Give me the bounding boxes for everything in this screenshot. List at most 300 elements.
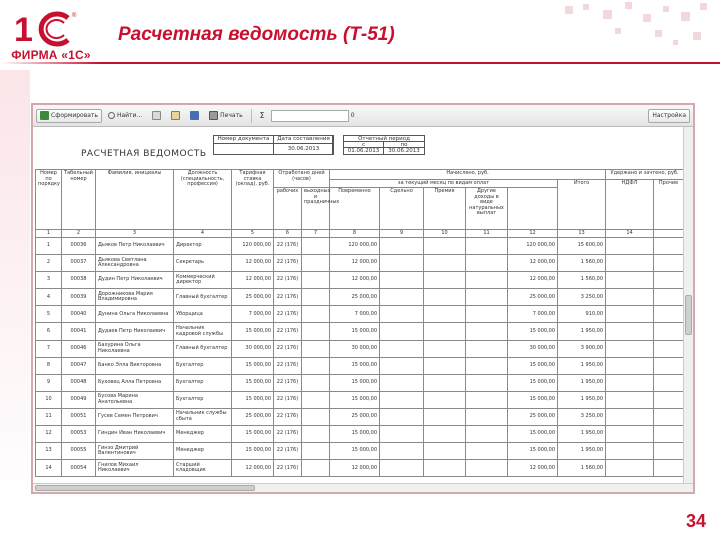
row-ndfl: 1 950,00 — [558, 374, 606, 391]
row-number: 8 — [36, 357, 62, 374]
row-number: 4 — [36, 289, 62, 306]
period-from-label: с — [343, 141, 384, 148]
row-holidays — [302, 289, 330, 306]
row-extra — [654, 238, 684, 255]
row-bonus — [424, 255, 466, 272]
title-underline — [100, 62, 720, 64]
column-number: 3 — [96, 230, 174, 238]
row-other-income — [466, 323, 508, 340]
doc-number-block — [213, 135, 333, 155]
row-piecework — [380, 408, 424, 425]
row-rate: 12 000,00 — [232, 272, 274, 289]
row-workdays: 22 (176) — [274, 460, 302, 477]
row-bonus — [424, 306, 466, 323]
row-name: Банко Элла Викторовна — [96, 357, 174, 374]
row-position: Начальник службы сбыта — [174, 408, 232, 425]
table-row — [36, 323, 684, 340]
row-total: 15 000,00 — [508, 443, 558, 460]
row-number: 10 — [36, 391, 62, 408]
row-piecework — [380, 306, 424, 323]
row-other-income — [466, 374, 508, 391]
row-time-based: 25 000,00 — [330, 289, 380, 306]
settings-button-label: Настройка — [652, 112, 686, 119]
row-piecework — [380, 289, 424, 306]
row-name: Буховец Алла Петровна — [96, 374, 174, 391]
row-time-based: 25 000,00 — [330, 408, 380, 425]
row-name: Бахурина Ольга Николаевна — [96, 340, 174, 357]
row-total: 12 000,00 — [508, 255, 558, 272]
row-number: 11 — [36, 408, 62, 425]
row-rate: 120 000,00 — [232, 238, 274, 255]
row-position: Главный бухгалтер — [174, 289, 232, 306]
row-tab-number: 00055 — [62, 443, 96, 460]
row-other — [606, 272, 654, 289]
row-bonus — [424, 426, 466, 443]
row-holidays — [302, 391, 330, 408]
row-workdays: 22 (176) — [274, 374, 302, 391]
row-holidays — [302, 238, 330, 255]
row-tab-number: 00037 — [62, 255, 96, 272]
corner-decoration — [545, 0, 720, 60]
save-button[interactable] — [186, 109, 203, 123]
row-extra — [654, 272, 684, 289]
row-other — [606, 460, 654, 477]
row-other — [606, 238, 654, 255]
row-extra — [654, 323, 684, 340]
row-name: Дорожникова Мария Владимировна — [96, 289, 174, 306]
row-total: 15 000,00 — [508, 323, 558, 340]
row-rate: 25 000,00 — [232, 408, 274, 425]
play-icon — [40, 111, 49, 120]
table-row — [36, 272, 684, 289]
row-time-based: 15 000,00 — [330, 323, 380, 340]
row-extra — [654, 443, 684, 460]
row-number: 14 — [36, 460, 62, 477]
period-from-value: 01.06.2013 — [343, 147, 384, 155]
row-workdays: 22 (176) — [274, 340, 302, 357]
row-extra — [654, 289, 684, 306]
row-total: 120 000,00 — [508, 238, 558, 255]
table-row — [36, 443, 684, 460]
col-header-other-income: Другие доходы в виде натуральных выплат — [466, 188, 508, 230]
row-other — [606, 408, 654, 425]
row-ndfl: 1 560,00 — [558, 460, 606, 477]
row-rate: 12 000,00 — [232, 460, 274, 477]
row-position: Секретарь — [174, 255, 232, 272]
row-rate: 7 000,00 — [232, 306, 274, 323]
column-number: 1 — [36, 230, 62, 238]
row-other-income — [466, 460, 508, 477]
row-ndfl: 1 950,00 — [558, 323, 606, 340]
col-header-withheld: Удержано и зачтено, руб. — [606, 170, 684, 180]
row-total: 15 000,00 — [508, 357, 558, 374]
row-name: Гнилов Михаил Николаевич — [96, 460, 174, 477]
svg-text:®: ® — [72, 13, 77, 19]
clipboard-icon — [171, 111, 180, 120]
row-ndfl: 15 600,00 — [558, 238, 606, 255]
row-name: Гусев Семен Петрович — [96, 408, 174, 425]
row-tab-number: 00039 — [62, 289, 96, 306]
row-rate: 12 000,00 — [232, 255, 274, 272]
logo-caption: ФИРМА «1С» — [11, 48, 91, 62]
row-other-income — [466, 426, 508, 443]
table-row — [36, 426, 684, 443]
table-body — [36, 238, 684, 477]
row-ndfl: 3 900,00 — [558, 340, 606, 357]
row-time-based: 15 000,00 — [330, 426, 380, 443]
row-number: 7 — [36, 340, 62, 357]
row-time-based: 12 000,00 — [330, 255, 380, 272]
row-name: Дьяков Петр Николаевич — [96, 238, 174, 255]
title-underline-fade — [0, 62, 100, 64]
row-other-income — [466, 272, 508, 289]
doc-date-value: 30.06.2013 — [273, 143, 334, 155]
row-other-income — [466, 238, 508, 255]
col-header-position: Должность (специальность, профессия) — [174, 170, 232, 230]
col-header-tab-number: Табельный номер — [62, 170, 96, 230]
row-number: 1 — [36, 238, 62, 255]
row-holidays — [302, 340, 330, 357]
row-ndfl: 1 950,00 — [558, 391, 606, 408]
row-workdays: 22 (176) — [274, 391, 302, 408]
row-tab-number: 00040 — [62, 306, 96, 323]
sigma-icon: Σ — [259, 111, 265, 120]
column-number-row — [36, 230, 684, 238]
row-extra — [654, 426, 684, 443]
row-total: 25 000,00 — [508, 289, 558, 306]
row-time-based: 15 000,00 — [330, 374, 380, 391]
column-number: 14 — [606, 230, 654, 238]
sum-button[interactable] — [256, 109, 269, 123]
row-time-based: 30 000,00 — [330, 340, 380, 357]
row-extra — [654, 306, 684, 323]
row-ndfl: 910,00 — [558, 306, 606, 323]
row-workdays: 22 (176) — [274, 272, 302, 289]
payroll-table — [35, 169, 684, 477]
floppy-icon — [190, 111, 199, 120]
toolbar-separator — [251, 109, 252, 123]
row-other — [606, 391, 654, 408]
copy-icon — [152, 111, 161, 120]
period-to-value: 30.06.2013 — [383, 147, 425, 155]
row-holidays — [302, 357, 330, 374]
col-header-name: Фамилия, инициалы — [96, 170, 174, 230]
print-button[interactable] — [205, 109, 246, 123]
column-number: 4 — [174, 230, 232, 238]
generate-button-label: Сформировать — [51, 112, 98, 119]
row-name: Дунина Ольга Николаевна — [96, 306, 174, 323]
row-other — [606, 340, 654, 357]
row-name: Дьякова Светлана Александровна — [96, 255, 174, 272]
col-header-ndfl: НДФЛ — [606, 180, 654, 230]
vertical-scroll-thumb[interactable] — [685, 295, 692, 335]
row-ndfl: 3 250,00 — [558, 289, 606, 306]
col-header-other: Прочие — [654, 180, 684, 230]
row-rate: 15 000,00 — [232, 323, 274, 340]
col-header-total: Итого — [558, 180, 606, 230]
row-time-based: 15 000,00 — [330, 443, 380, 460]
period-block — [343, 135, 425, 155]
spreadsheet — [35, 129, 683, 487]
slide-title: Расчетная ведомость (Т-51) — [118, 24, 395, 45]
row-tab-number: 00038 — [62, 272, 96, 289]
row-other-income — [466, 357, 508, 374]
row-number: 5 — [36, 306, 62, 323]
row-total: 30 000,00 — [508, 340, 558, 357]
table-row — [36, 306, 684, 323]
column-number: 7 — [302, 230, 330, 238]
row-name: Дудин Петр Николаевич — [96, 272, 174, 289]
row-name: Дудаев Петр Николаевич — [96, 323, 174, 340]
paste-button[interactable] — [167, 109, 184, 123]
print-button-label: Печать — [220, 112, 243, 119]
row-piecework — [380, 391, 424, 408]
row-other — [606, 443, 654, 460]
table-row — [36, 391, 684, 408]
row-extra — [654, 340, 684, 357]
vertical-scrollbar[interactable] — [683, 127, 693, 485]
row-piecework — [380, 272, 424, 289]
row-holidays — [302, 426, 330, 443]
row-workdays: 22 (176) — [274, 238, 302, 255]
row-other-income — [466, 255, 508, 272]
row-total: 15 000,00 — [508, 374, 558, 391]
row-other — [606, 426, 654, 443]
row-other-income — [466, 340, 508, 357]
row-piecework — [380, 426, 424, 443]
row-extra — [654, 357, 684, 374]
row-number: 13 — [36, 443, 62, 460]
row-name: Бусова Марина Анатольевна — [96, 391, 174, 408]
search-icon — [108, 112, 115, 119]
table-row — [36, 460, 684, 477]
row-rate: 15 000,00 — [232, 391, 274, 408]
row-tab-number: 00051 — [62, 408, 96, 425]
row-holidays — [302, 443, 330, 460]
row-workdays: 22 (176) — [274, 323, 302, 340]
row-bonus — [424, 374, 466, 391]
settings-button[interactable] — [648, 109, 690, 123]
row-position: Бухгалтер — [174, 391, 232, 408]
report-screenshot — [31, 103, 695, 494]
row-piecework — [380, 374, 424, 391]
row-piecework — [380, 340, 424, 357]
col-header-worked: Отработано дней (часов) — [274, 170, 330, 188]
sum-counter: 0 — [350, 112, 355, 119]
row-piecework — [380, 255, 424, 272]
row-ndfl: 1 560,00 — [558, 272, 606, 289]
row-workdays: 22 (176) — [274, 426, 302, 443]
row-piecework — [380, 323, 424, 340]
row-tab-number: 00049 — [62, 391, 96, 408]
row-total: 7 000,00 — [508, 306, 558, 323]
row-piecework — [380, 357, 424, 374]
table-row — [36, 340, 684, 357]
column-number: 6 — [274, 230, 302, 238]
row-time-based: 12 000,00 — [330, 460, 380, 477]
row-name: Гиндин Иван Николаевич — [96, 426, 174, 443]
column-number: 9 — [380, 230, 424, 238]
row-position: Бухгалтер — [174, 357, 232, 374]
side-decoration — [0, 70, 30, 510]
document-title: РАСЧЕТНАЯ ВЕДОМОСТЬ — [81, 149, 207, 159]
row-time-based: 7 000,00 — [330, 306, 380, 323]
row-piecework — [380, 443, 424, 460]
row-ndfl: 1 950,00 — [558, 357, 606, 374]
col-header-holidays: выходных и праздничных — [302, 188, 330, 230]
row-position: Старший кладовщик — [174, 460, 232, 477]
row-extra — [654, 374, 684, 391]
row-workdays: 22 (176) — [274, 255, 302, 272]
row-other — [606, 323, 654, 340]
col-header-number: Номер по порядку — [36, 170, 62, 230]
row-number: 3 — [36, 272, 62, 289]
row-bonus — [424, 357, 466, 374]
row-other-income — [466, 408, 508, 425]
table-row — [36, 408, 684, 425]
col-header-rate: Тарифная ставка (оклад), руб. — [232, 170, 274, 230]
row-holidays — [302, 323, 330, 340]
row-bonus — [424, 323, 466, 340]
column-number: 13 — [558, 230, 606, 238]
row-other — [606, 255, 654, 272]
row-time-based: 15 000,00 — [330, 391, 380, 408]
row-tab-number: 00048 — [62, 374, 96, 391]
column-number: 8 — [330, 230, 380, 238]
row-tab-number: 00046 — [62, 340, 96, 357]
row-number: 2 — [36, 255, 62, 272]
row-tab-number: 00053 — [62, 426, 96, 443]
table-row — [36, 289, 684, 306]
horizontal-scrollbar[interactable] — [33, 483, 693, 492]
row-other-income — [466, 391, 508, 408]
row-rate: 15 000,00 — [232, 374, 274, 391]
row-holidays — [302, 255, 330, 272]
row-bonus — [424, 443, 466, 460]
report-toolbar — [33, 105, 693, 127]
col-header-bonus: Премия — [424, 188, 466, 230]
row-rate: 30 000,00 — [232, 340, 274, 357]
column-number: 5 — [232, 230, 274, 238]
row-bonus — [424, 391, 466, 408]
row-other-income — [466, 306, 508, 323]
row-position: Главный бухгалтер — [174, 340, 232, 357]
row-rate: 25 000,00 — [232, 289, 274, 306]
row-workdays: 22 (176) — [274, 443, 302, 460]
row-other — [606, 289, 654, 306]
row-rate: 15 000,00 — [232, 426, 274, 443]
row-tab-number: 00036 — [62, 238, 96, 255]
row-time-based: 15 000,00 — [330, 357, 380, 374]
find-button-label: Найти... — [116, 112, 143, 119]
row-holidays — [302, 306, 330, 323]
table-row — [36, 357, 684, 374]
row-total: 12 000,00 — [508, 272, 558, 289]
row-extra — [654, 255, 684, 272]
row-bonus — [424, 272, 466, 289]
row-number: 9 — [36, 374, 62, 391]
period-label: Отчетный период — [343, 135, 425, 142]
row-other — [606, 357, 654, 374]
col-header-time-based: Повременно — [330, 188, 380, 230]
copy-button[interactable] — [148, 109, 165, 123]
generate-button[interactable] — [36, 109, 102, 123]
row-tab-number: 00047 — [62, 357, 96, 374]
row-ndfl: 3 250,00 — [558, 408, 606, 425]
row-piecework — [380, 238, 424, 255]
row-workdays: 22 (176) — [274, 306, 302, 323]
row-workdays: 22 (176) — [274, 408, 302, 425]
row-rate: 15 000,00 — [232, 443, 274, 460]
col-header-accrued-sub: за текущий месяц по видам оплат — [330, 180, 558, 188]
row-workdays: 22 (176) — [274, 357, 302, 374]
table-row — [36, 238, 684, 255]
svg-text:1: 1 — [14, 11, 33, 49]
row-position: Менеджер — [174, 443, 232, 460]
column-number: 12 — [508, 230, 558, 238]
column-number: 11 — [466, 230, 508, 238]
row-workdays: 22 (176) — [274, 289, 302, 306]
row-other-income — [466, 289, 508, 306]
row-holidays — [302, 374, 330, 391]
sum-field[interactable] — [271, 110, 349, 122]
row-total: 25 000,00 — [508, 408, 558, 425]
find-button[interactable] — [104, 109, 146, 123]
row-rate: 15 000,00 — [232, 357, 274, 374]
column-number: 10 — [424, 230, 466, 238]
doc-date-label: Дата составления — [273, 135, 334, 144]
column-number — [654, 230, 684, 238]
row-bonus — [424, 289, 466, 306]
row-other — [606, 306, 654, 323]
row-ndfl: 1 560,00 — [558, 255, 606, 272]
col-header-accrued: Начислено, руб. — [330, 170, 606, 180]
row-position: Начальник кадровой службы — [174, 323, 232, 340]
doc-number-label: Номер документа — [213, 135, 274, 144]
col-header-workdays: рабочих — [274, 188, 302, 230]
row-extra — [654, 391, 684, 408]
table-row — [36, 374, 684, 391]
row-bonus — [424, 460, 466, 477]
company-logo — [6, 8, 90, 68]
row-bonus — [424, 408, 466, 425]
row-time-based: 120 000,00 — [330, 238, 380, 255]
row-total: 12 000,00 — [508, 460, 558, 477]
row-other-income — [466, 443, 508, 460]
row-extra — [654, 460, 684, 477]
row-ndfl: 1 950,00 — [558, 443, 606, 460]
row-name: Гинзо Дмитрий Валентинович — [96, 443, 174, 460]
row-number: 6 — [36, 323, 62, 340]
row-position: Менеджер — [174, 426, 232, 443]
row-other — [606, 374, 654, 391]
row-piecework — [380, 460, 424, 477]
row-position: Коммерческий директор — [174, 272, 232, 289]
horizontal-scroll-thumb[interactable] — [35, 485, 255, 491]
row-tab-number: 00041 — [62, 323, 96, 340]
row-bonus — [424, 340, 466, 357]
row-tab-number: 00054 — [62, 460, 96, 477]
row-time-based: 12 000,00 — [330, 272, 380, 289]
table-row — [36, 255, 684, 272]
printer-icon — [209, 111, 218, 120]
row-number: 12 — [36, 426, 62, 443]
row-holidays — [302, 460, 330, 477]
row-position: Директор — [174, 238, 232, 255]
table-header-row — [36, 170, 684, 180]
doc-number-value — [213, 143, 274, 155]
row-holidays — [302, 408, 330, 425]
